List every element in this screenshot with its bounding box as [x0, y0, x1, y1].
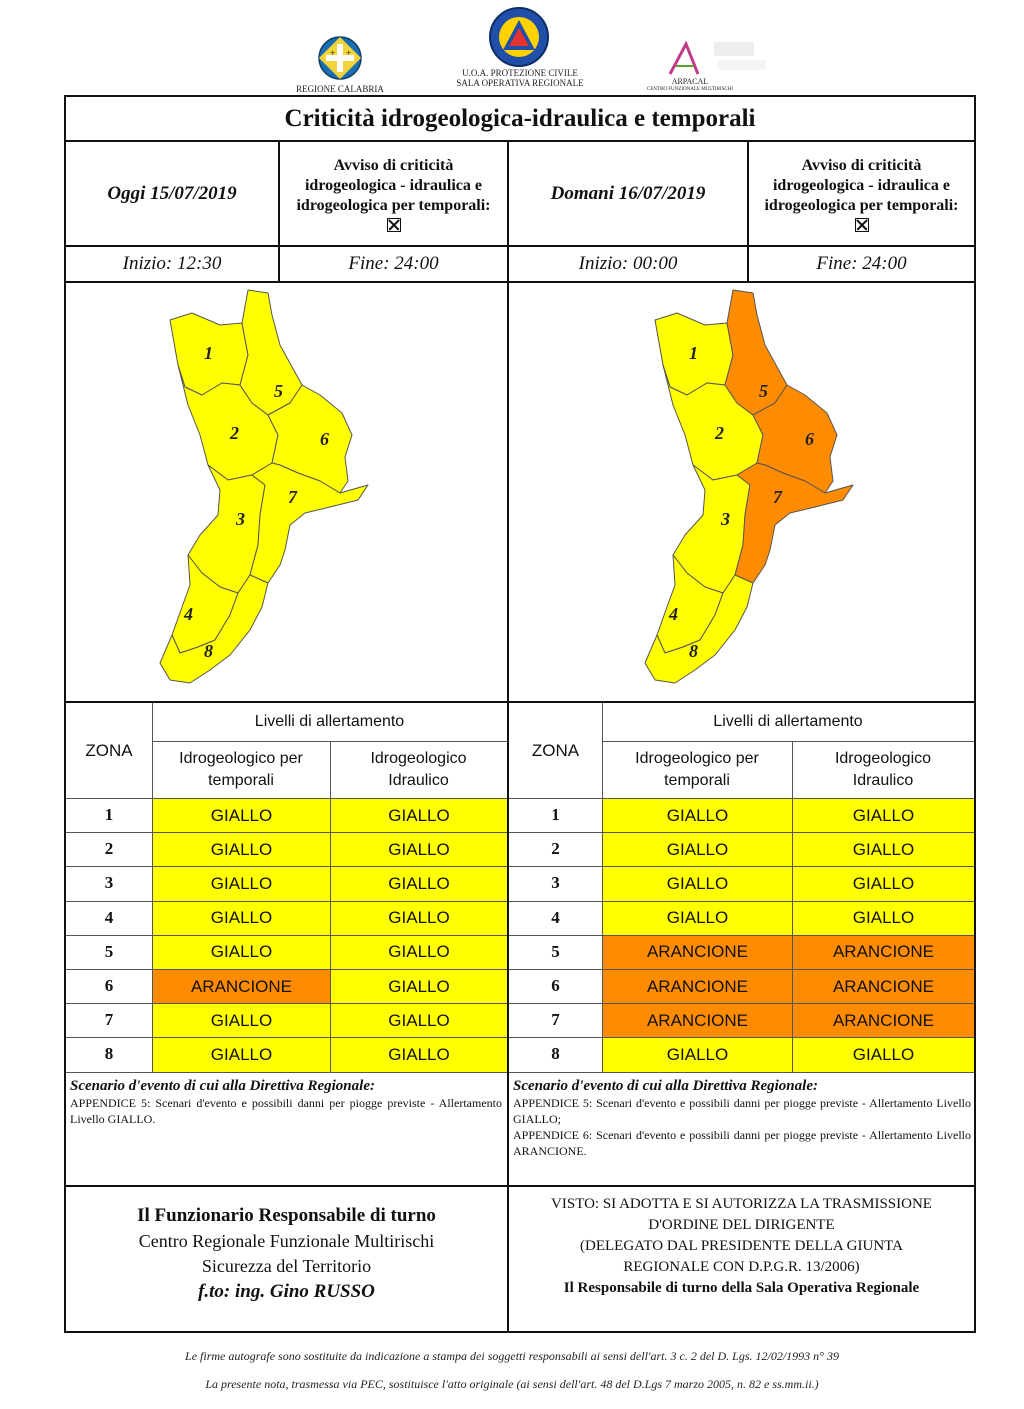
col1-header-line1: Idrogeologico per — [179, 749, 303, 767]
today-zona-7: 7 — [104, 1010, 114, 1030]
tomorrow-col1-header — [602, 741, 792, 798]
page-title: Criticità idrogeologica-idraulica e temporali — [284, 104, 756, 132]
svg-text:+: + — [346, 48, 352, 58]
today-zona-5: 5 — [104, 941, 114, 961]
today-zona-1-level-2: GIALLO — [331, 799, 507, 832]
zone-4-label: 4 — [669, 604, 678, 624]
regione-calabria-label: REGIONE CALABRIA — [296, 84, 384, 94]
today-zona-6-level-1: ARANCIONE — [153, 970, 330, 1003]
arpacal-logo — [664, 38, 774, 82]
tomorrow-zona-4-level-2: GIALLO — [793, 902, 974, 935]
scenario-tomorrow-text-2: APPENDICE 6: Scenari d'evento e possibili danni per piogge previste - Allertamento Livello ARANCIONE. — [513, 1128, 971, 1158]
tomorrow-zona-3-level-2: GIALLO — [793, 867, 974, 900]
today-fine: Fine: 24:00 — [348, 253, 439, 274]
protezione-civile-label — [430, 68, 610, 88]
col2-header-line1: Idrogeologico — [370, 749, 467, 767]
signature-left-role: Il Funzionario Responsabile di turno — [137, 1205, 436, 1226]
zone-5-label: 5 — [274, 381, 283, 401]
today-zona-3-level-1: GIALLO — [153, 867, 330, 900]
today-zona-6: 6 — [104, 976, 114, 996]
zone-8-label: 8 — [689, 641, 698, 661]
tomorrow-zona-3: 3 — [551, 873, 560, 893]
tomorrow-zona-8-level-2: GIALLO — [793, 1038, 974, 1071]
zone-5-area — [725, 290, 787, 415]
tomorrow-col2-header — [792, 741, 974, 798]
scenario-today-title: Scenario d'evento di cui alla Direttiva Regionale: — [70, 1078, 375, 1094]
today-zona-3: 3 — [104, 873, 114, 893]
today-livelli-header: Livelli di allertamento — [254, 713, 405, 730]
today-zona-7-level-2: GIALLO — [331, 1004, 507, 1037]
zone-1-label: 1 — [689, 343, 698, 363]
scenario-today-text: APPENDICE 5: Scenari d'evento e possibili danni per piogge previste - Allertamento Livello GIALLO. — [70, 1096, 502, 1126]
today-avviso-line1: Avviso di criticità — [333, 156, 454, 174]
arpacal-label-line1: ARPACAL — [671, 77, 709, 86]
footnote-pec: La presente nota, trasmessa via PEC, sostituisce l'atto originale (ai sensi dell'art. 48 del D.Lgs 7 marzo 2005, n. 82 e ss.mm.ii.) — [205, 1377, 819, 1391]
tomorrow-avviso — [749, 142, 974, 245]
today-avviso-line2: idrogeologica - idraulica e — [304, 176, 482, 194]
col1-header-line1: Idrogeologico per — [635, 749, 759, 767]
protezione-civile-label-line2: SALA OPERATIVA REGIONALE — [456, 78, 584, 88]
today-zona-5-level-1: GIALLO — [153, 936, 330, 969]
zone-5-area — [240, 290, 302, 415]
tomorrow-avviso-line3: idrogeologica per temporali: — [764, 196, 959, 214]
zone-3-label: 3 — [236, 509, 245, 529]
tomorrow-zona-3-level-1: GIALLO — [603, 867, 792, 900]
signature-right — [509, 1194, 974, 1299]
tomorrow-zona-4: 4 — [551, 907, 560, 927]
tomorrow-zona-7: 7 — [551, 1010, 560, 1030]
today-zona-3-level-2: GIALLO — [331, 867, 507, 900]
scenario-tomorrow-text-1: APPENDICE 5: Scenari d'evento e possibili danni per piogge previste - Allertamento Livello GIALLO; — [513, 1096, 971, 1126]
scenario-tomorrow-title: Scenario d'evento di cui alla Direttiva Regionale: — [513, 1078, 818, 1094]
tomorrow-zona-6-level-2: ARANCIONE — [793, 970, 974, 1003]
col2-header-line1: Idrogeologico — [834, 749, 932, 767]
regione-calabria-logo — [316, 34, 364, 82]
protezione-civile-label-line1: U.O.A. PROTEZIONE CIVILE — [462, 68, 578, 78]
arpacal-label-line2: CENTRO FUNZIONALE MULTIRISCHI — [647, 87, 733, 92]
zone-7-area — [250, 463, 368, 583]
zone-4-label: 4 — [184, 604, 193, 624]
today-zona-8: 8 — [104, 1044, 114, 1064]
today-zona-4: 4 — [104, 907, 114, 927]
signature-right-line3: (DELEGATO DAL PRESIDENTE DELLA GIUNTA — [580, 1238, 903, 1254]
zone-2-label: 2 — [230, 423, 239, 443]
tomorrow-zona-4-level-1: GIALLO — [603, 902, 792, 935]
scenario-tomorrow — [513, 1078, 971, 1159]
tomorrow-avviso-line2: idrogeologica - idraulica e — [772, 176, 950, 194]
signature-right-line5: Il Responsabile di turno della Sala Operativa Regionale — [563, 1280, 920, 1296]
today-zona-8-level-1: GIALLO — [153, 1038, 330, 1071]
tomorrow-zona-5-level-1: ARANCIONE — [603, 936, 792, 969]
col1-header-line2: temporali — [208, 771, 274, 789]
tomorrow-livelli-header: Livelli di allertamento — [713, 713, 863, 730]
tomorrow-zona-8-level-1: GIALLO — [603, 1038, 792, 1071]
protezione-civile-logo — [486, 6, 552, 68]
zone-3-label: 3 — [721, 509, 730, 529]
scenario-today — [70, 1078, 502, 1127]
footnote-signatures: Le firme autografe sono sostituite da indicazione a stampa dei soggetti responsabili ai sensi dell'art. 3 c. 2 del D. Lgs. 12/02/1993 n° 39 — [185, 1349, 839, 1363]
today-zona-6-level-2: GIALLO — [331, 970, 507, 1003]
zone-7-label: 7 — [288, 487, 297, 507]
zone-8-label: 8 — [204, 641, 213, 661]
zone-1-label: 1 — [204, 343, 213, 363]
svg-text:+: + — [330, 48, 336, 58]
tomorrow-zona-5-level-2: ARANCIONE — [793, 936, 974, 969]
tomorrow-zona-header: ZONA — [531, 740, 580, 760]
tomorrow-date: Domani 16/07/2019 — [550, 182, 706, 204]
signature-right-line4: REGIONALE CON D.P.G.R. 13/2006) — [623, 1259, 860, 1275]
today-zona-4-level-1: GIALLO — [153, 902, 330, 935]
today-date: Oggi 15/07/2019 — [107, 182, 237, 204]
zone-2-label: 2 — [715, 423, 724, 443]
arpacal-label — [630, 78, 750, 94]
tomorrow-zona-7-level-1: ARANCIONE — [603, 1004, 792, 1037]
tomorrow-zona-5: 5 — [551, 941, 560, 961]
map-today — [130, 285, 390, 695]
today-avviso-checkbox — [387, 218, 401, 232]
map-tomorrow — [615, 285, 875, 695]
today-zona-2-level-1: GIALLO — [153, 833, 330, 866]
today-zona-5-level-2: GIALLO — [331, 936, 507, 969]
tomorrow-avviso-checkbox — [855, 218, 869, 232]
signature-right-line2: D'ORDINE DEL DIRIGENTE — [648, 1217, 835, 1233]
tomorrow-fine: Fine: 24:00 — [816, 253, 907, 274]
today-zona-header: ZONA — [85, 740, 133, 760]
today-zona-1: 1 — [104, 805, 114, 825]
signature-right-line1: VISTO: SI ADOTTA E SI AUTORIZZA LA TRASMISSIONE — [551, 1196, 932, 1212]
tomorrow-zona-2: 2 — [551, 839, 560, 859]
col2-header-line2: Idraulico — [388, 771, 449, 789]
today-col2-header — [330, 741, 507, 798]
tomorrow-zona-6: 6 — [551, 976, 560, 996]
today-avviso-line3: idrogeologica per temporali: — [296, 196, 491, 214]
today-col1-header — [152, 741, 330, 798]
signature-left — [66, 1203, 507, 1305]
tomorrow-inizio: Inizio: 00:00 — [578, 253, 678, 274]
tomorrow-zona-1-level-2: GIALLO — [793, 799, 974, 832]
tomorrow-zona-1-level-1: GIALLO — [603, 799, 792, 832]
zone-7-label: 7 — [773, 487, 782, 507]
today-zona-2: 2 — [104, 839, 114, 859]
signature-left-unit: Sicurezza del Territorio — [201, 1256, 372, 1276]
col2-header-line2: Idraulico — [852, 771, 914, 789]
today-zona-8-level-2: GIALLO — [331, 1038, 507, 1071]
today-inizio: Inizio: 12:30 — [122, 253, 222, 274]
zone-7-area — [735, 463, 853, 583]
today-zona-1-level-1: GIALLO — [153, 799, 330, 832]
tomorrow-zona-2-level-1: GIALLO — [603, 833, 792, 866]
tomorrow-zona-8: 8 — [551, 1044, 560, 1064]
today-zona-7-level-1: GIALLO — [153, 1004, 330, 1037]
signature-left-name: f.to: ing. Gino RUSSO — [198, 1281, 375, 1302]
signature-left-centre: Centro Regionale Funzionale Multirischi — [138, 1231, 435, 1251]
tomorrow-avviso-line1: Avviso di criticità — [801, 156, 922, 174]
tomorrow-zona-1: 1 — [551, 805, 560, 825]
zone-5-label: 5 — [759, 381, 768, 401]
tomorrow-zona-2-level-2: GIALLO — [793, 833, 974, 866]
today-zona-4-level-2: GIALLO — [331, 902, 507, 935]
today-zona-2-level-2: GIALLO — [331, 833, 507, 866]
tomorrow-zona-7-level-2: ARANCIONE — [793, 1004, 974, 1037]
today-avviso — [280, 142, 507, 245]
col1-header-line2: temporali — [664, 771, 730, 789]
zone-6-label: 6 — [805, 429, 814, 449]
tomorrow-zona-6-level-1: ARANCIONE — [603, 970, 792, 1003]
zone-6-label: 6 — [320, 429, 329, 449]
